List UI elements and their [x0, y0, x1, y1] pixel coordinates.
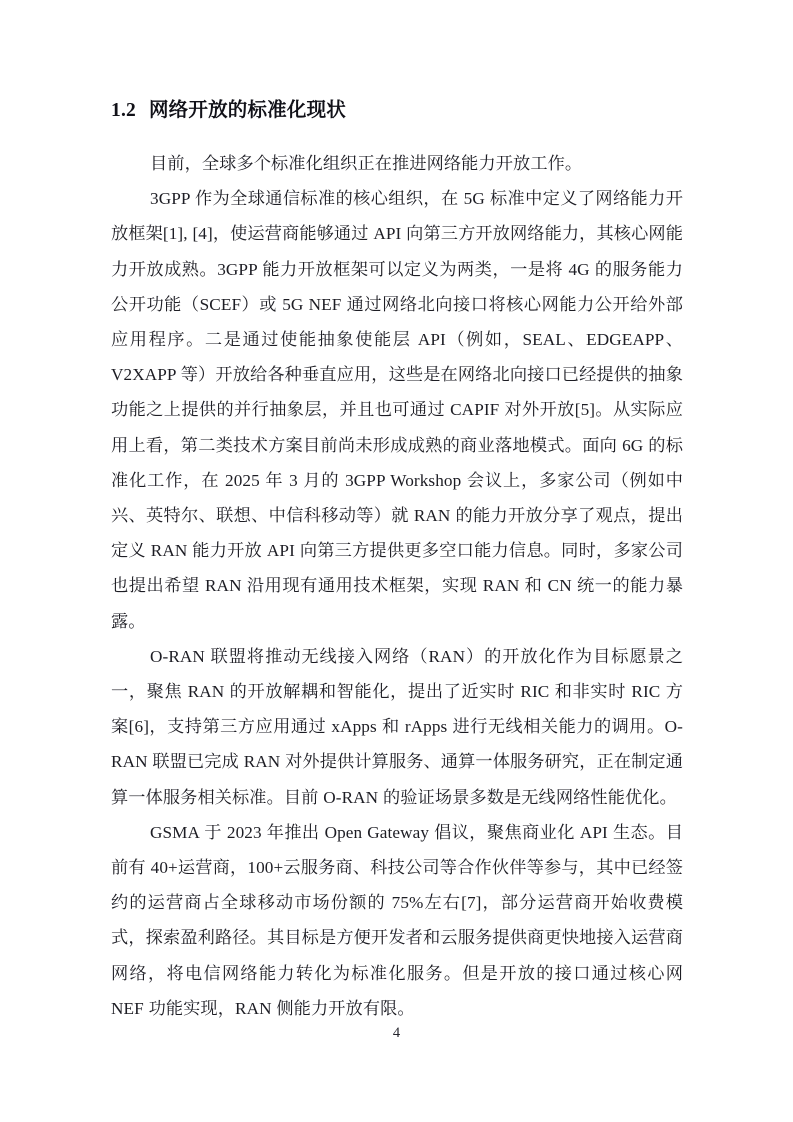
section-title: 网络开放的标准化现状 [148, 100, 346, 121]
paragraph-3gpp: 3GPP 作为全球通信标准的核心组织，在 5G 标准中定义了网络能力开放框架[1], [4]，使运营商能够通过 API 向第三方开放网络能力，其核心网能力开放成熟。3GPP 能力开放框架可以定义为两类，一是将 4G 的服务能力公开功能（SCEF）或 5G NEF 通过网络北向接口将核心网能力公开给外部应用程序。二是通过使能抽象使能层 API（例如，SEAL、EDGEAPP、V2XAPP 等）开放给各种垂直应用，这些是在网络北向接口已经提供的抽象功能之上提供的并行抽象层，并且也可通过 CAPIF 对外开放[5]。从实际应用上看，第二类技术方案目前尚未形成成熟的商业落地模式。面向 6G 的标准化工作，在 2025 年 3 月的 3GPP Workshop 会议上，多家公司（例如中兴、英特尔、联想、中信科移动等）就 RAN 的能力开放分享了观点，提出定义 RAN 能力开放 API 向第三方提供更多空口能力信息。同时，多家公司也提出希望 RAN 沿用现有通用技术框架，实现 RAN 和 CN 统一的能力暴露。 [111, 189, 683, 631]
section-heading [111, 0, 683, 125]
paragraph-oran: O-RAN 联盟将推动无线接入网络（RAN）的开放化作为目标愿景之一，聚焦 RAN 的开放解耦和智能化，提出了近实时 RIC 和非实时 RIC 方案[6]，支持第三方应用通过 xApps 和 rApps 进行无线相关能力的调用。O-RAN 联盟已完成 RAN 对外提供计算服务、通算一体服务研究，正在制定通算一体服务相关标准。目前 O-RAN 的验证场景多数是无线网络性能优化。 [111, 646, 683, 807]
paragraph-intro: 目前，全球多个标准化组织正在推进网络能力开放工作。 [150, 154, 583, 173]
paragraph-gsma: GSMA 于 2023 年推出 Open Gateway 倡议，聚焦商业化 API 生态。目前有 40+运营商，100+云服务商、科技公司等合作伙伴等参与，其中已经签约的运营商占全球移动市场份额的 75%左右[7]，部分运营商开始收费模式，探索盈利路径。其目标是方便开发者和云服务提供商更快地接入运营商网络，将电信网络能力转化为标准化服务。但是开放的接口通过核心网 NEF 功能实现，RAN 侧能力开放有限。 [111, 822, 683, 1018]
page-content [111, 0, 683, 1026]
page-number: 4 [392, 1025, 401, 1041]
section-number: 1.2 [111, 100, 136, 121]
